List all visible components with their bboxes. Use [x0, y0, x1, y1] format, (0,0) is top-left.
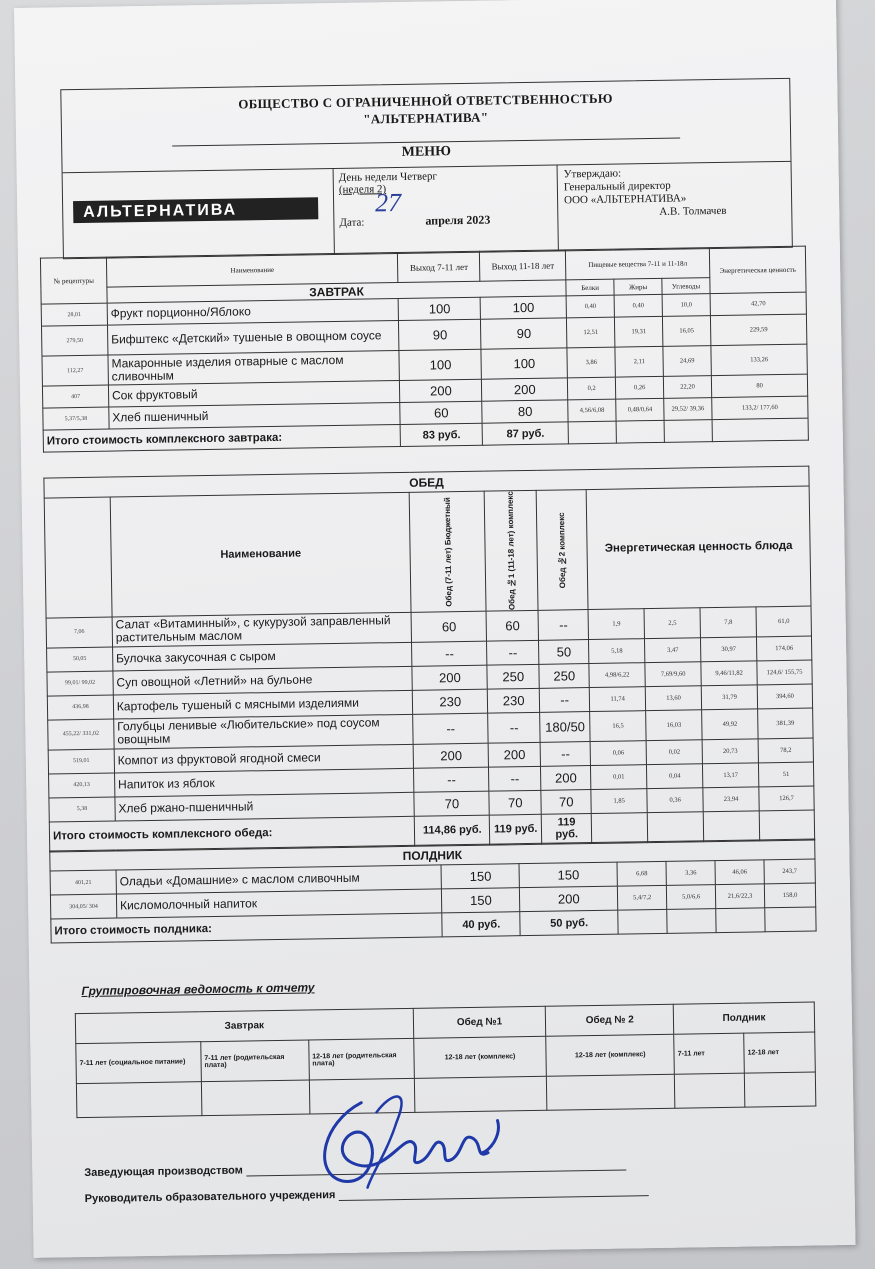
header-info-row [63, 161, 792, 258]
date-cell [333, 165, 559, 254]
date-month-year: апреля 2023 [425, 212, 491, 228]
grp-sub-7: 12-18 лет [744, 1032, 816, 1073]
recipe-code: 5,38 [49, 797, 115, 822]
protein: 11,74 [589, 686, 645, 711]
protein: 1,85 [591, 788, 647, 813]
output-complex-2: 180/50 [540, 711, 590, 742]
grp-lunch-1: Обед №1 [413, 1006, 546, 1038]
output-complex-1: 250 [487, 664, 539, 689]
output-7-11: 150 [442, 888, 520, 913]
carbs: 30,97 [701, 637, 757, 662]
company-logo [73, 191, 319, 245]
energy: 243,7 [764, 859, 815, 884]
protein: 0,40 [566, 295, 614, 318]
fat: 13,60 [645, 686, 701, 711]
output-complex-1: 70 [489, 790, 541, 815]
lunch-total-2: 119 руб. [490, 814, 542, 845]
fat: 3,47 [645, 638, 701, 663]
col-output-7-11: Выход 7-11 лет [398, 251, 480, 282]
breakfast-table [40, 246, 809, 453]
output-budget: 230 [413, 689, 488, 714]
output-budget: -- [412, 641, 487, 666]
lunch-col-complex-2: Обед №2 комплекс [557, 511, 568, 588]
date-label: Дата: [339, 216, 365, 229]
grp-sub-1: 7-11 лет (социальное питание) [76, 1042, 201, 1084]
protein: 6,68 [617, 861, 666, 886]
col-energy: Энергетическая ценность [709, 246, 806, 294]
energy: 78,2 [758, 738, 813, 763]
col-protein: Белки [566, 279, 614, 296]
fat: 5,0/6,6 [666, 885, 715, 910]
fat: 3,36 [666, 861, 715, 886]
output-11-18: 100 [481, 348, 567, 379]
org-line-2: "АЛЬТЕРНАТИВА" [363, 109, 489, 127]
energy: 229,59 [710, 314, 806, 346]
dish-name: Хлеб пшеничный [109, 402, 401, 429]
grp-sub-2: 7-11 лет (родительская плата) [201, 1040, 309, 1082]
total-price-2: 87 руб. [482, 422, 568, 445]
grp-breakfast: Завтрак [75, 1008, 413, 1043]
output-budget: -- [413, 713, 488, 744]
recipe-code: 50,05 [47, 647, 113, 672]
recipe-code: 407 [42, 385, 108, 408]
dish-name: Кисломолочный напиток [116, 889, 442, 918]
energy: 174,06 [756, 636, 811, 661]
dish-name: Суп овощной «Летний» на бульоне [113, 666, 413, 695]
output-7-11: 100 [399, 349, 481, 380]
grp-sub-6: 7-11 лет [674, 1033, 745, 1074]
carbs: 29,52/ 39,36 [664, 398, 712, 421]
carbs: 23,94 [703, 787, 759, 812]
output-7-11: 90 [399, 319, 481, 350]
output-7-11: 100 [399, 297, 481, 320]
fat: 7,69/9,60 [645, 662, 701, 687]
carbs: 46,06 [715, 860, 764, 885]
org-line-1: ОБЩЕСТВО С ОГРАНИЧЕННОЙ ОТВЕТСТВЕННОСТЬЮ [238, 90, 613, 112]
carbs: 10,0 [662, 294, 710, 317]
dish-name: Фрукт порционно/Яблоко [107, 298, 399, 325]
output-complex-1: -- [488, 712, 540, 743]
recipe-code: 112,27 [42, 355, 108, 386]
col-name: Наименование [106, 253, 398, 288]
output-11-18: 100 [480, 296, 566, 319]
dish-name: Сок фруктовый [108, 380, 400, 407]
approve-position: Генеральный директор [563, 179, 671, 194]
lunch-col-energy: Энергетическая ценность блюда [586, 486, 811, 609]
lunch-col-budget: Обед (7-11 лет) Бюджетный [442, 496, 454, 607]
energy: 126,7 [759, 786, 814, 811]
output-budget: 200 [414, 743, 489, 768]
lunch-total-1: 114,86 руб. [415, 815, 490, 846]
logo-wordmark: АЛЬТЕРНАТИВА [83, 201, 238, 221]
grp-sub-3: 12-18 лет (родительская плата) [308, 1038, 414, 1080]
grp-snack: Полдник [673, 1002, 814, 1034]
carbs: 13,17 [703, 763, 759, 788]
dish-name: Компот из фруктовой ягодной смеси [114, 744, 414, 773]
fat: 2,5 [644, 608, 700, 639]
carbs: 20,73 [702, 739, 758, 764]
recipe-code: 401,21 [50, 870, 116, 895]
grp-sub-5: 12-18 лет (комплекс) [546, 1034, 674, 1076]
output-complex-2: -- [539, 687, 589, 712]
fat: 2,11 [615, 346, 663, 377]
output-7-11: 200 [400, 379, 482, 402]
recipe-code: 5,37/5,38 [43, 407, 109, 430]
carbs: 22,20 [663, 376, 711, 399]
energy: 133,2/ 177,60 [712, 396, 808, 420]
output-7-11: 60 [400, 401, 482, 424]
fat: 0,04 [647, 764, 703, 789]
lunch-total-3: 119 руб. [541, 813, 591, 844]
output-complex-1: 60 [486, 610, 538, 641]
dish-name: Салат «Витаминный», с кукурузой заправленный растительным маслом [112, 612, 412, 647]
col-output-11-18: Выход 11-18 лет [480, 250, 566, 281]
grp-lunch-2: Обед № 2 [546, 1004, 674, 1036]
carbs: 49,92 [702, 709, 758, 740]
logo-cell [63, 169, 335, 258]
output-complex-1: 200 [488, 742, 540, 767]
fat: 0,26 [615, 376, 663, 399]
section-breakfast: ЗАВТРАК [107, 280, 566, 303]
output-complex-1: -- [489, 766, 541, 791]
protein: 4,56/6,08 [568, 399, 616, 422]
date-day-handwritten: 27 [374, 187, 402, 218]
dish-name: Голубцы ленивые «Любительские» под соусом овощным [114, 714, 414, 749]
handwritten-signature [301, 1080, 523, 1193]
lunch-table [43, 466, 815, 853]
output-11-18: 150 [519, 862, 617, 888]
dish-name: Картофель тушеный с мясными изделиями [113, 690, 413, 719]
week-number: (неделя 2) [338, 183, 387, 196]
output-complex-2: 200 [541, 765, 591, 790]
protein: 5,18 [589, 639, 645, 664]
energy: 381,39 [758, 708, 813, 739]
protein: 5,4/7,2 [618, 885, 667, 910]
energy: 80 [711, 374, 807, 398]
dish-name: Макаронные изделия отварные с маслом сливочным [108, 350, 400, 385]
output-complex-2: -- [540, 741, 590, 766]
col-recipe-no: № рецептуры [40, 257, 107, 304]
dish-name: Хлеб ржано-пшеничный [115, 792, 415, 821]
recipe-code: 304,05/ 304 [50, 894, 116, 919]
dish-name: Оладьи «Домашние» с маслом сливочным [116, 865, 442, 894]
protein: 0,06 [590, 740, 646, 765]
carbs: 24,69 [663, 346, 711, 377]
protein: 0,01 [591, 764, 647, 789]
section-lunch: ОБЕД [44, 466, 809, 498]
energy: 51 [758, 762, 813, 787]
recipe-code: 279,50 [42, 325, 108, 356]
fat: 0,02 [646, 740, 702, 765]
lunch-col-name: Наименование [110, 492, 411, 617]
snack-total-2: 50 руб. [520, 910, 618, 936]
output-11-18: 200 [482, 378, 568, 401]
protein: 4,98/6,22 [589, 662, 645, 687]
lunch-col-complex-1: Обед №1 (11-18 лет) комплекс [505, 491, 517, 611]
protein: 1,9 [588, 609, 644, 640]
lunch-total-label: Итого стоимость комплексного обеда: [49, 816, 415, 852]
energy: 158,0 [764, 883, 815, 908]
output-complex-2: 50 [539, 639, 589, 664]
energy: 61,0 [756, 606, 811, 637]
output-complex-2: 250 [539, 663, 589, 688]
snack-total-label: Итого стоимость полдника: [51, 913, 443, 943]
col-nutrients: Пищевые вещества 7-11 и 11-18л [566, 248, 710, 280]
recipe-code: 420,13 [49, 773, 115, 798]
recipe-code: 436,98 [47, 695, 113, 720]
energy: 124,6/ 155,75 [757, 660, 812, 685]
output-11-18: 200 [520, 886, 618, 912]
snack-total-1: 40 руб. [442, 912, 520, 937]
carbs: 31,79 [701, 685, 757, 710]
approval-cell [558, 162, 792, 251]
fat: 16,03 [646, 710, 702, 741]
carbs: 9,46/11,82 [701, 661, 757, 686]
col-fat: Жиры [614, 278, 662, 295]
output-11-18: 90 [481, 318, 567, 349]
output-complex-1: -- [487, 640, 539, 665]
output-budget: 70 [414, 791, 489, 816]
output-11-18: 80 [482, 400, 568, 423]
approve-name: А.В. Толмачев [659, 204, 727, 218]
recipe-code: 28,01 [41, 303, 107, 326]
approve-company: ООО «АЛЬТЕРНАТИВА» [563, 192, 687, 207]
dish-name: Бифштекс «Детский» тушеные в овощном соусе [107, 320, 399, 355]
energy: 133,26 [711, 344, 807, 376]
energy: 394,60 [757, 684, 812, 709]
total-price-1: 83 руб. [401, 423, 483, 446]
header-box [60, 78, 793, 259]
protein: 12,51 [567, 317, 615, 348]
recipe-code: 455,22/ 331,02 [48, 719, 114, 750]
menu-sheet [14, 0, 856, 1258]
grouping-title: Группировочная ведомость к отчету [81, 980, 315, 999]
menu-title: МЕНЮ [401, 144, 452, 160]
protein: 3,86 [567, 347, 615, 378]
output-budget: 60 [411, 611, 486, 642]
total-label: Итого стоимость комплексного завтрака: [43, 424, 401, 452]
protein: 0,2 [568, 377, 616, 400]
output-complex-2: -- [538, 609, 588, 640]
org-name [61, 87, 789, 132]
manager-label: Заведующая производством [84, 1164, 243, 1180]
col-carbs: Углеводы [662, 278, 710, 295]
recipe-code: 99,01/ 99,02 [47, 671, 113, 696]
energy: 42,70 [710, 292, 806, 316]
section-snack: ПОЛДНИК [50, 839, 815, 871]
director-label: Руководитель образовательного учреждения [84, 1189, 336, 1206]
protein: 16,5 [590, 710, 646, 741]
output-budget: -- [414, 767, 489, 792]
fat: 0,36 [647, 788, 703, 813]
fat: 0,48/0,64 [616, 398, 664, 421]
snack-table [49, 839, 816, 944]
output-complex-2: 70 [541, 789, 591, 814]
fat: 0,40 [614, 294, 662, 317]
approve-label: Утверждаю: [563, 167, 622, 181]
dish-name: Напиток из яблок [114, 768, 414, 797]
output-budget: 200 [412, 665, 487, 690]
fat: 19,31 [615, 316, 663, 347]
carbs: 21,6/22,3 [715, 884, 764, 909]
recipe-code: 7,06 [46, 617, 112, 648]
grp-sub-4: 12-18 лет (комплекс) [413, 1036, 546, 1078]
output-complex-1: 230 [488, 688, 540, 713]
carbs: 16,05 [663, 316, 711, 347]
day-of-week: День недели Четверг [338, 170, 438, 184]
carbs: 7,8 [700, 607, 756, 638]
dish-name: Булочка закусочная с сыром [112, 642, 412, 671]
output-7-11: 150 [441, 864, 519, 889]
recipe-code: 519,01 [48, 749, 114, 774]
